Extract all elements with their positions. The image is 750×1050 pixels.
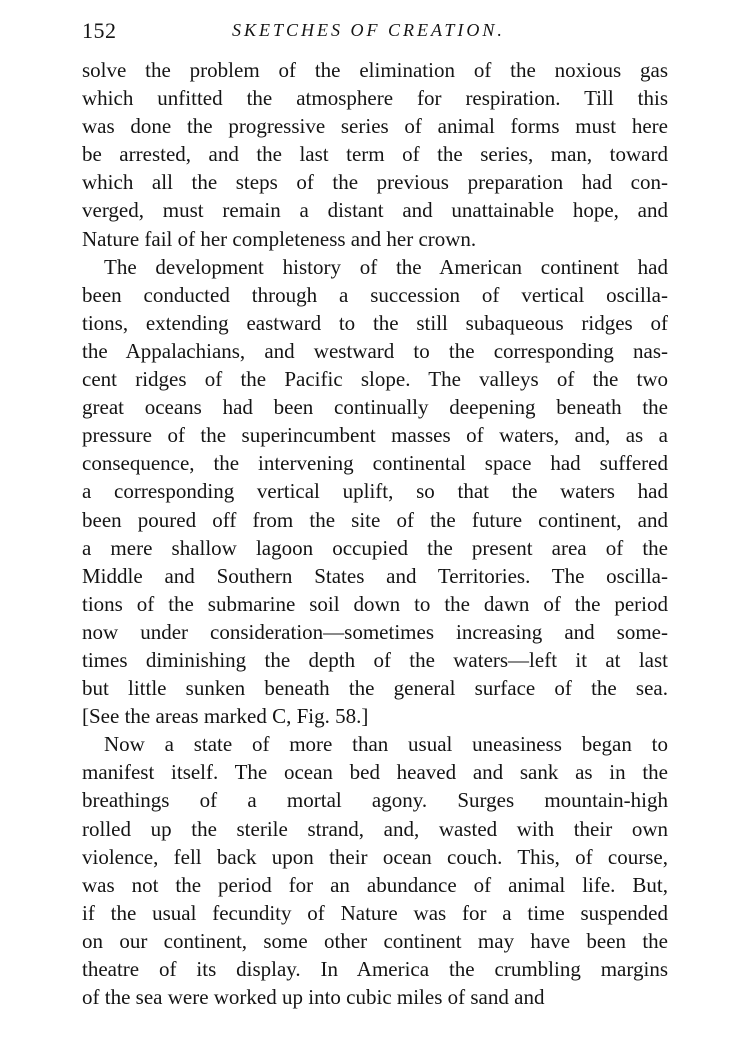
text-line: tions of the submarine soil down to the dawn of the period	[82, 591, 668, 616]
text-line: Now a state of more than usual uneasiness began to	[104, 732, 668, 757]
text-line: breathings of a mortal agony. Surges mountain-high	[82, 788, 668, 813]
text-line: was done the progressive series of animal forms must here	[82, 114, 668, 139]
text-line: the Appalachians, and westward to the corresponding nas-	[82, 338, 668, 363]
paragraph	[82, 56, 668, 253]
text-line: The development history of the American continent had	[104, 254, 668, 279]
text-line: rolled up the sterile strand, and, wasted with their own	[82, 816, 668, 841]
text-line: Nature fail of her completeness and her crown.	[82, 226, 477, 251]
text-line: solve the problem of the elimination of the noxious gas	[82, 58, 668, 82]
text-line: times diminishing the depth of the waters—left it at last	[82, 647, 668, 672]
text-line: been conducted through a succession of vertical oscilla-	[82, 282, 668, 307]
paragraph	[82, 730, 668, 1011]
text-line: cent ridges of the Pacific slope. The valleys of the two	[82, 367, 668, 392]
page-number: 152	[82, 18, 117, 43]
text-line: which all the steps of the previous preparation had con-	[82, 170, 668, 195]
body-text	[82, 56, 668, 1011]
running-head	[82, 18, 670, 48]
text-line: verged, must remain a distant and unattainable hope, and	[82, 198, 668, 223]
text-line: theatre of its display. In America the crumbling margins	[82, 957, 668, 981]
text-line: which unfitted the atmosphere for respiration. Till this	[82, 86, 668, 111]
text-line: now under consideration—sometimes increasing and some-	[82, 619, 668, 644]
paragraph	[82, 253, 668, 731]
text-line: tions, extending eastward to the still subaqueous ridges of	[82, 310, 668, 335]
text-line: great oceans had been continually deepening beneath the	[82, 395, 668, 420]
text-line: pressure of the superincumbent masses of waters, and, as a	[82, 423, 668, 448]
text-line: if the usual fecundity of Nature was for a time suspended	[82, 900, 668, 925]
text-line: on our continent, some other continent may have been the	[82, 928, 668, 953]
text-line: a mere shallow lagoon occupied the present area of the	[82, 535, 668, 560]
text-line: be arrested, and the last term of the series, man, toward	[82, 142, 668, 167]
text-line: but little sunken beneath the general surface of the sea.	[82, 676, 668, 701]
text-line: of the sea were worked up into cubic miles of sand and	[82, 985, 545, 1010]
text-line: been poured off from the site of the future continent, and	[82, 507, 668, 532]
text-line: [See the areas marked C, Fig. 58.]	[82, 704, 369, 729]
text-line: violence, fell back upon their ocean couch. This, of course,	[82, 844, 668, 869]
text-line: Middle and Southern States and Territories. The oscilla-	[82, 563, 668, 588]
text-line: consequence, the intervening continental space had suffered	[82, 451, 668, 476]
text-line: manifest itself. The ocean bed heaved and sank as in the	[82, 760, 668, 785]
text-line: a corresponding vertical uplift, so that the waters had	[82, 479, 668, 504]
text-line: was not the period for an abundance of animal life. But,	[82, 872, 668, 897]
running-title: SKETCHES OF CREATION.	[232, 20, 505, 40]
